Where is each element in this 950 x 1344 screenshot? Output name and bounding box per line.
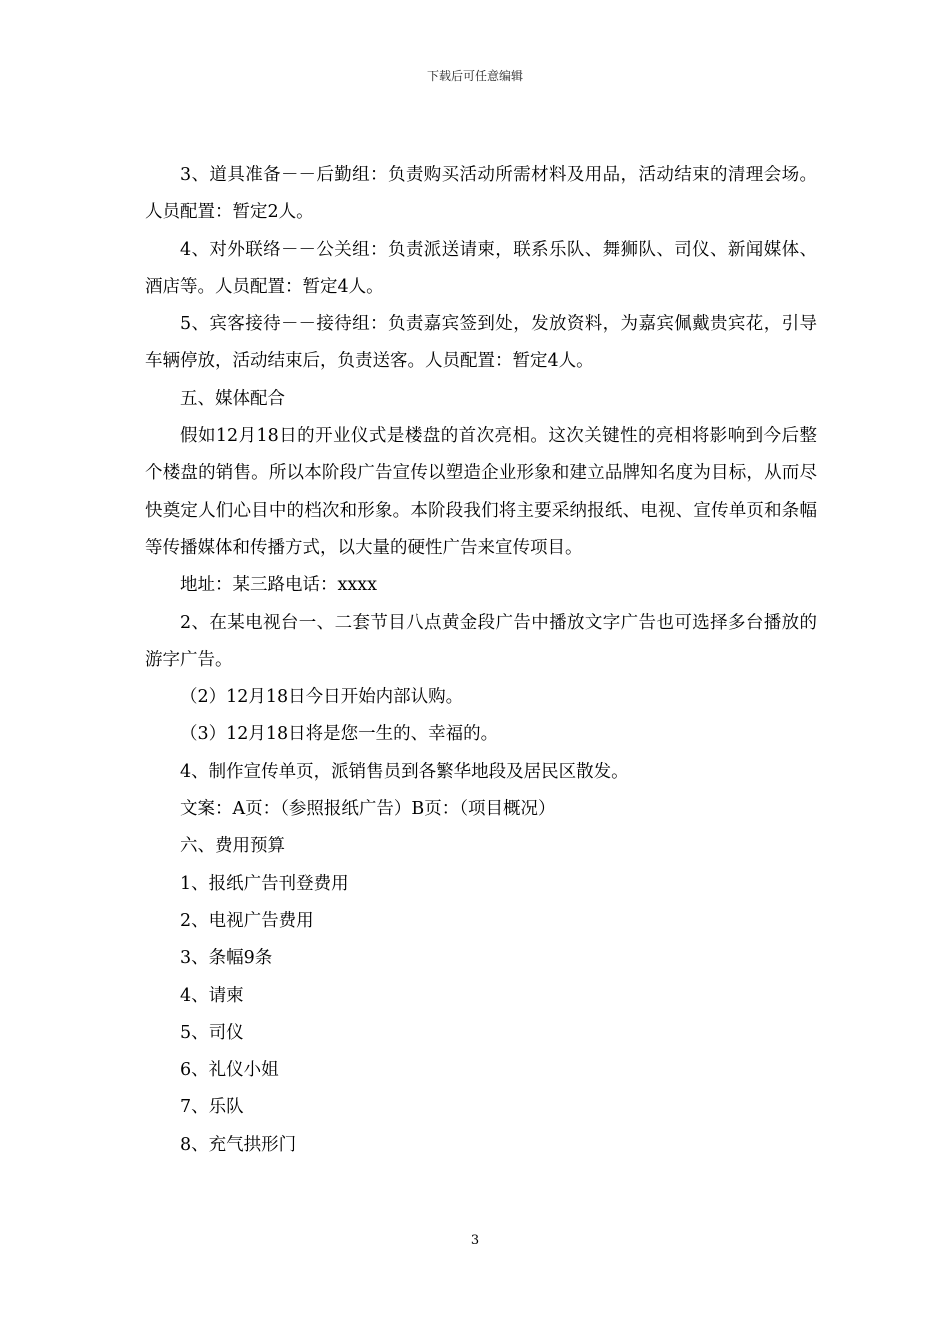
section-heading: 六、费用预算 [180,836,285,857]
list-item: 5、司仪 [180,1022,244,1043]
paragraph: 地址：某三路电话：xxxx [180,575,377,596]
paragraph: （2）12月18日今日开始内部认购。 [180,687,464,708]
paragraph: 3、道具准备－－后勤组：负责购买活动所需材料及用品，活动结束的清理会场。人员配置：暂定2人。 [145,165,817,223]
list-item: 4、请柬 [180,985,244,1006]
document-body [145,157,817,1164]
list-item: 6、礼仪小姐 [180,1060,279,1081]
paragraph: 5、宾客接待－－接待组：负责嘉宾签到处，发放资料，为嘉宾佩戴贵宾花，引导车辆停放，活动结束后，负责送客。人员配置：暂定4人。 [145,314,817,372]
paragraph: 4、对外联络－－公关组：负责派送请柬，联系乐队、舞狮队、司仪、新闻媒体、酒店等。人员配置：暂定4人。 [145,239,817,297]
paragraph: 假如12月18日的开业仪式是楼盘的首次亮相。这次关键性的亮相将影响到今后整个楼盘的销售。所以本阶段广告宣传以塑造企业形象和建立品牌知名度为目标，从而尽快奠定人们心目中的档次和形象。本阶段我们将主要采纳报纸、电视、宣传单页和条幅等传播媒体和传播方式，以大量的硬性广告来宣传项目。 [145,426,817,558]
list-item: 1、报纸广告刊登费用 [180,873,349,894]
paragraph: 4、制作宣传单页，派销售员到各繁华地段及居民区散发。 [180,761,629,782]
list-item: 8、充气拱形门 [180,1134,297,1155]
paragraph: （3）12月18日将是您一生的、幸福的。 [180,724,499,745]
paragraph: 文案：A页：（参照报纸广告）B页：（项目概况） [180,799,556,820]
page-number: 3 [470,1233,480,1248]
list-item: 3、条幅9条 [180,948,273,969]
paragraph: 2、在某电视台一、二套节目八点黄金段广告中播放文字广告也可选择多台播放的游字广告。 [145,612,817,670]
list-item: 2、电视广告费用 [180,910,314,931]
page-header: 下载后可任意编辑 [426,69,523,83]
list-item: 7、乐队 [180,1097,244,1118]
section-heading: 五、媒体配合 [180,388,285,409]
